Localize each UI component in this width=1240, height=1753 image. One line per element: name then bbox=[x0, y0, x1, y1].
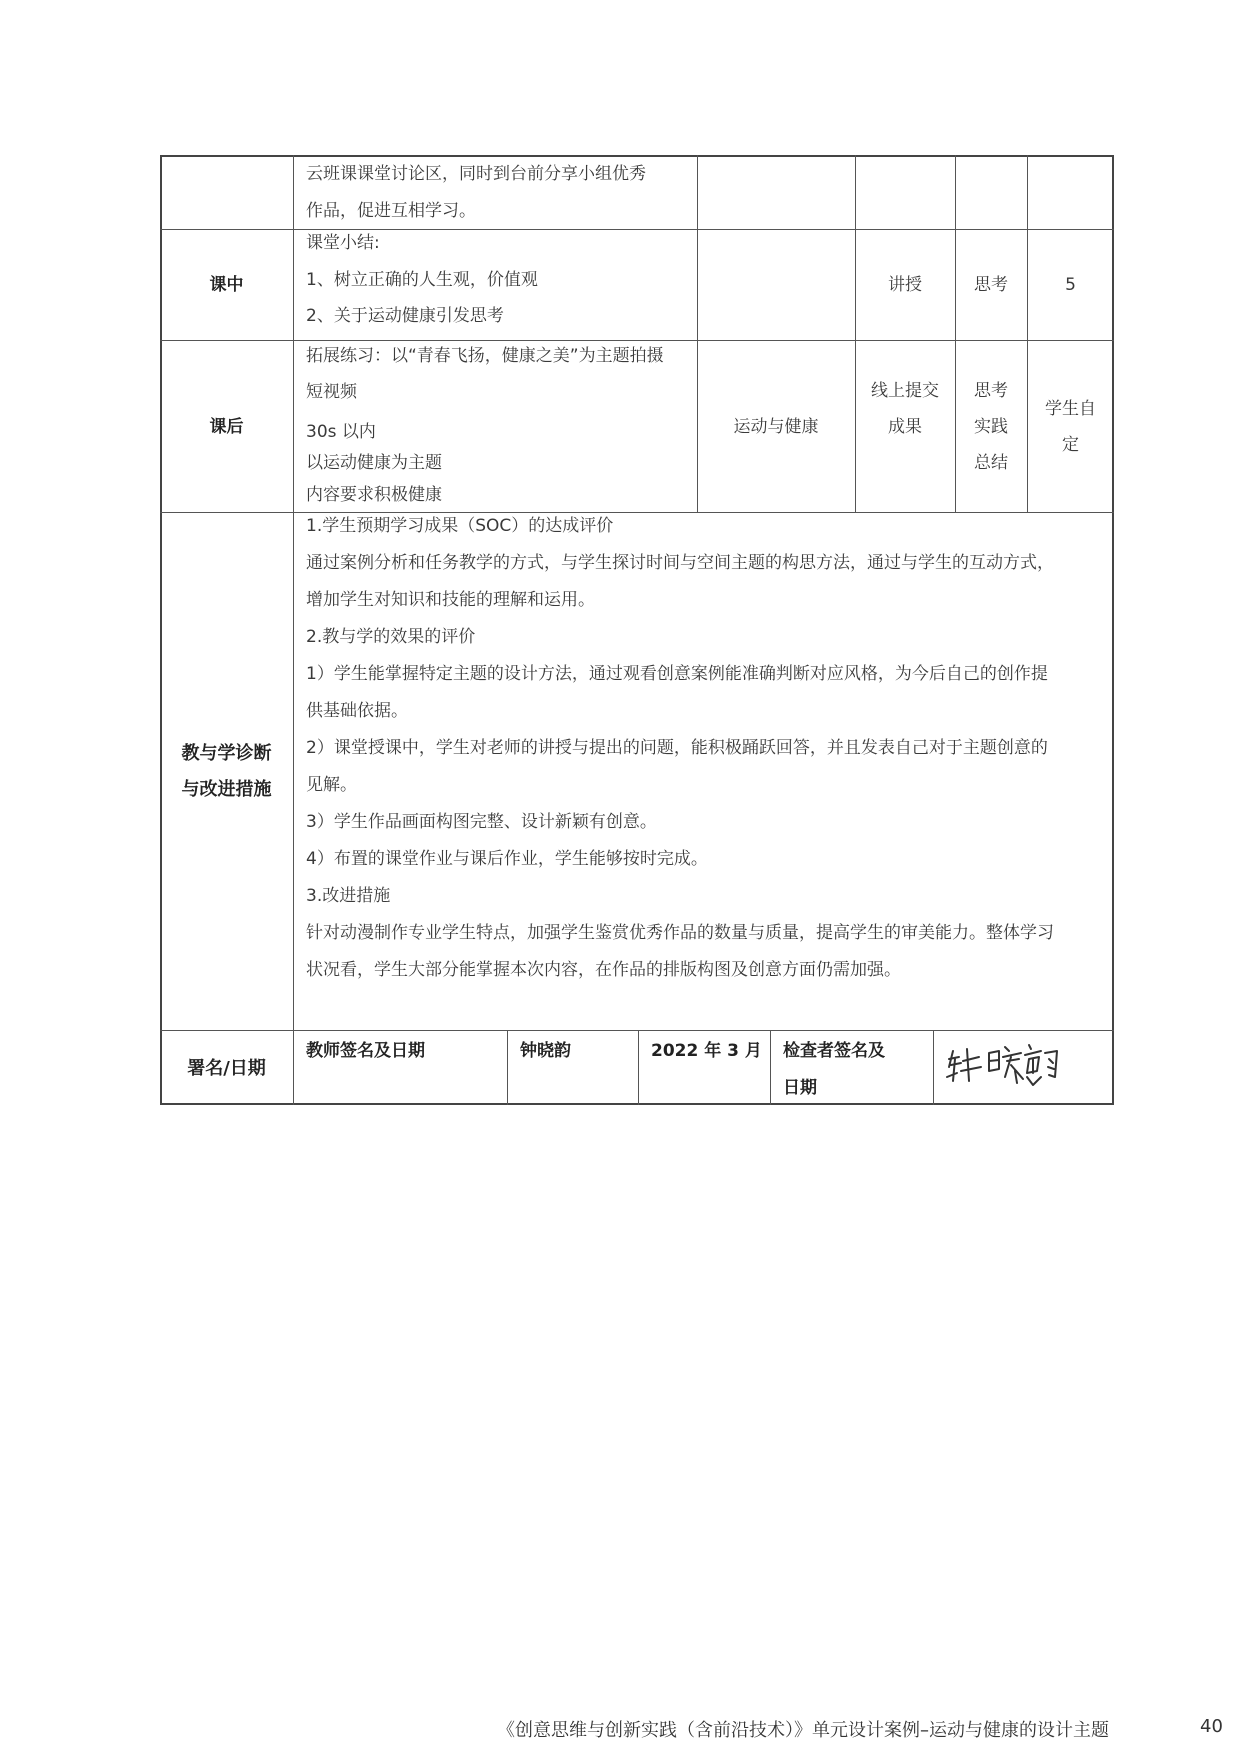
content-line: 以运动健康为主题 bbox=[306, 453, 442, 473]
content-line: 30s 以内 bbox=[306, 422, 376, 442]
time-cell: 学生自 bbox=[1045, 399, 1096, 419]
content-line: 短视频 bbox=[306, 382, 357, 402]
content-line: 1、树立正确的人生观，价值观 bbox=[306, 270, 538, 290]
phase-label: 课中 bbox=[209, 275, 244, 295]
content-line: 通过案例分析和任务教学的方式，与学生探讨时间与空间主题的构思方法，通过与学生的互动方式， bbox=[306, 553, 1054, 573]
footer-title: 《创意思维与创新实践（含前沿技术）》单元设计案例–运动与健康的设计主题 bbox=[497, 1720, 1109, 1741]
content-line: 2.教与学的效果的评价 bbox=[306, 627, 476, 647]
phase-label: 课后 bbox=[209, 417, 244, 437]
content-line: 供基础依据。 bbox=[306, 701, 408, 721]
signature-date: 2022 年 3 月 bbox=[651, 1041, 762, 1061]
column-divider bbox=[293, 155, 294, 1105]
activity-cell: 思考 bbox=[974, 381, 1008, 401]
row-divider bbox=[160, 229, 1114, 230]
row-divider bbox=[160, 512, 1114, 513]
method-cell: 成果 bbox=[888, 417, 922, 437]
column-divider bbox=[855, 155, 856, 512]
content-line: 云班课课堂讨论区，同时到台前分享小组优秀 bbox=[306, 164, 646, 184]
activity-cell: 思考 bbox=[974, 275, 1008, 295]
method-cell: 讲授 bbox=[888, 275, 922, 295]
diagnosis-label: 教与学诊断 bbox=[181, 743, 272, 764]
page-number: 40 bbox=[1200, 1716, 1223, 1737]
content-line: 2）课堂授课中，学生对老师的讲授与提出的问题，能积极踊跃回答，并且发表自己对于主题创意的 bbox=[306, 738, 1048, 758]
resource-cell: 运动与健康 bbox=[733, 417, 819, 437]
column-divider bbox=[933, 1030, 934, 1105]
teacher-signature-label: 教师签名及日期 bbox=[306, 1041, 425, 1061]
column-divider bbox=[770, 1030, 771, 1105]
content-line: 针对动漫制作专业学生特点，加强学生鉴赏优秀作品的数量与质量，提高学生的审美能力。整体学习 bbox=[306, 923, 1054, 943]
diagnosis-label: 与改进措施 bbox=[181, 779, 272, 800]
row-divider bbox=[160, 1030, 1114, 1031]
content-line: 1.学生预期学习成果（SOC）的达成评价 bbox=[306, 516, 614, 536]
column-divider bbox=[1027, 155, 1028, 512]
time-cell: 定 bbox=[1062, 435, 1079, 455]
content-line: 内容要求积极健康 bbox=[306, 485, 442, 505]
row-divider bbox=[160, 340, 1114, 341]
time-cell: 5 bbox=[1065, 275, 1076, 295]
checker-label: 日期 bbox=[783, 1078, 817, 1098]
activity-cell: 实践 bbox=[974, 417, 1008, 437]
activity-cell: 总结 bbox=[974, 453, 1008, 473]
teacher-name: 钟晓韵 bbox=[520, 1041, 571, 1061]
content-line: 见解。 bbox=[306, 775, 357, 795]
column-divider bbox=[638, 1030, 639, 1105]
handwritten-signature bbox=[945, 1037, 1065, 1091]
content-line: 3）学生作品画面构图完整、设计新颖有创意。 bbox=[306, 812, 657, 832]
content-line: 增加学生对知识和技能的理解和运用。 bbox=[306, 590, 595, 610]
method-cell: 线上提交 bbox=[871, 381, 939, 401]
content-line: 课堂小结: bbox=[306, 233, 380, 253]
content-line: 2、关于运动健康引发思考 bbox=[306, 306, 504, 326]
content-line: 作品，促进互相学习。 bbox=[306, 201, 476, 221]
signature-row-label: 署名/日期 bbox=[187, 1058, 266, 1079]
content-line: 3.改进措施 bbox=[306, 886, 391, 906]
column-divider bbox=[507, 1030, 508, 1105]
content-line: 拓展练习：以“青春飞扬，健康之美”为主题拍摄 bbox=[306, 346, 664, 366]
column-divider bbox=[697, 155, 698, 512]
checker-label: 检查者签名及 bbox=[783, 1041, 885, 1061]
content-line: 状况看，学生大部分能掌握本次内容，在作品的排版构图及创意方面仍需加强。 bbox=[306, 960, 901, 980]
content-line: 4）布置的课堂作业与课后作业，学生能够按时完成。 bbox=[306, 849, 708, 869]
content-line: 1）学生能掌握特定主题的设计方法，通过观看创意案例能准确判断对应风格，为今后自己的创作提 bbox=[306, 664, 1048, 684]
